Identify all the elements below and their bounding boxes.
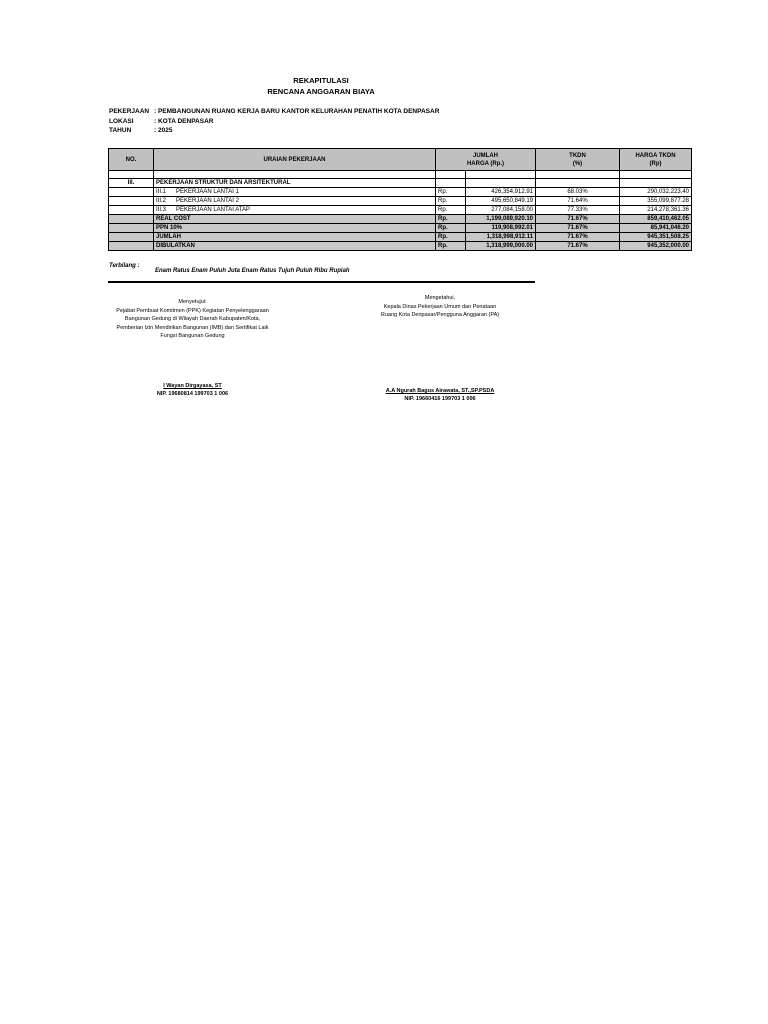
lokasi-label: LOKASI <box>109 118 134 125</box>
signature-right-name-block <box>345 388 535 403</box>
item-amount: 426,354,912.91 <box>466 188 536 197</box>
item-code: III.3 <box>156 207 167 213</box>
total-currency: Rp. <box>436 233 466 242</box>
sig-right-line2: Kepala Dinas Pekerjaan Umum dan Penataan <box>383 303 497 310</box>
item-amount: 277,084,158.00 <box>466 206 536 215</box>
tahun-label: TAHUN <box>109 127 132 134</box>
total-label: PPN 10% <box>154 224 436 233</box>
total-row-jumlah <box>109 233 692 242</box>
header-harga-line1: HARGA TKDN <box>635 152 676 159</box>
item-code: III.1 <box>156 189 167 195</box>
sig-right-name: A.A Ngurah Bagus Airawata, ST.,SP.PSDA <box>385 388 495 394</box>
signature-left-block <box>95 298 290 341</box>
sig-left-line5: Fungsi Bangunan Gedung <box>160 333 225 339</box>
terbilang-label: Terbilang : <box>109 263 140 269</box>
pekerjaan-label: PEKERJAAN <box>109 108 150 115</box>
header-no: NO. <box>109 149 154 171</box>
info-pekerjaan <box>109 108 439 115</box>
info-tahun <box>109 127 172 134</box>
header-tkdn <box>536 149 620 171</box>
total-amount: 1,318,998,912.11 <box>466 233 536 242</box>
header-tkdn-line1: TKDN <box>569 152 586 159</box>
header-jumlah-line1: JUMLAH <box>473 152 498 159</box>
rab-table <box>108 148 692 251</box>
item-name: PEKERJAAN LANTAI 2 <box>176 198 239 204</box>
item-label <box>154 188 436 197</box>
item-code: III.2 <box>156 198 167 204</box>
header-tkdn-line2: (%) <box>572 160 583 167</box>
total-harga-tkdn: 945,352,000.00 <box>620 242 692 251</box>
sig-left-line4: Pemberian Izin Mendirikan Bangunan (IMB) dan Sertifikat Laik <box>116 324 269 331</box>
signature-left-name-block <box>95 383 290 398</box>
item-name: PEKERJAAN LANTAI ATAP <box>176 207 251 213</box>
total-tkdn: 71.67% <box>536 233 620 242</box>
tahun-value: : 2025 <box>154 127 173 134</box>
sig-right-line1: Mengetahui, <box>424 295 456 301</box>
item-currency: Rp. <box>436 197 466 206</box>
sig-left-line2: Pejabat Pembuat Komitmen (PPK) Kegiatan Penyelenggaraan <box>116 307 269 314</box>
sig-left-name: I Wayan Dirgayasa, ST <box>163 383 222 389</box>
sig-right-line3: Ruang Kota Denpasar/Pengguna Anggaran (PA) <box>380 312 500 318</box>
item-tkdn: 71.64% <box>536 197 620 206</box>
total-label: DIBULATKAN <box>154 242 436 251</box>
total-harga-tkdn: 859,410,462.05 <box>620 215 692 224</box>
item-amount: 495,650,849.19 <box>466 197 536 206</box>
item-tkdn: 68.03% <box>536 188 620 197</box>
total-amount: 1,318,999,000.00 <box>466 242 536 251</box>
total-currency: Rp. <box>436 224 466 233</box>
doc-subtitle: RENCANA ANGGARAN BIAYA <box>267 87 375 96</box>
doc-title: REKAPITULASI <box>293 76 349 85</box>
divider <box>108 281 535 283</box>
item-label <box>154 206 436 215</box>
total-harga-tkdn: 85,941,046.20 <box>620 224 692 233</box>
total-row-ppn <box>109 224 692 233</box>
header-harga-tkdn <box>620 149 692 171</box>
total-tkdn: 71.67% <box>536 215 620 224</box>
info-lokasi <box>109 118 213 125</box>
total-amount: 1,199,089,920.10 <box>466 215 536 224</box>
total-harga-tkdn: 945,351,508.25 <box>620 233 692 242</box>
signature-right-block <box>345 294 535 320</box>
section-no: III. <box>109 179 154 188</box>
item-name: PEKERJAAN LANTAI 1 <box>176 189 239 195</box>
total-amount: 119,908,992.01 <box>466 224 536 233</box>
item-harga-tkdn: 355,099,877.28 <box>620 197 692 206</box>
header-uraian: URAIAN PEKERJAAN <box>154 149 436 171</box>
item-label <box>154 197 436 206</box>
table-header-row <box>109 149 692 171</box>
total-currency: Rp. <box>436 242 466 251</box>
total-tkdn: 71.67% <box>536 224 620 233</box>
item-currency: Rp. <box>436 206 466 215</box>
sig-right-nip: NIP. 19660416 199703 1 006 <box>404 395 476 402</box>
item-currency: Rp. <box>436 188 466 197</box>
section-row <box>109 179 692 188</box>
section-label: PEKERJAAN STRUKTUR DAN ARSITEKTURAL <box>154 179 436 188</box>
total-tkdn: 71.67% <box>536 242 620 251</box>
header-jumlah <box>436 149 536 171</box>
pekerjaan-value: : PEMBANGUNAN RUANG KERJA BARU KANTOR KELURAHAN PENATIH KOTA DENPASAR <box>154 108 440 115</box>
lokasi-value: : KOTA DENPASAR <box>154 118 214 125</box>
item-harga-tkdn: 214,278,361.36 <box>620 206 692 215</box>
terbilang-text: Enam Ratus Enam Puluh Juta Enam Ratus Tujuh Puluh Ribu Rupiah <box>155 268 350 274</box>
header-jumlah-line2: HARGA (Rp.) <box>466 160 505 167</box>
spacer-row <box>109 171 692 179</box>
table-row <box>109 197 692 206</box>
item-tkdn: 77.33% <box>536 206 620 215</box>
item-harga-tkdn: 290,032,223.40 <box>620 188 692 197</box>
sig-left-nip: NIP. 19680814 199703 1 006 <box>156 390 229 397</box>
sig-left-line3: Bangunan Gedung di Wilayah Daerah Kabupaten/Kota, <box>124 316 261 322</box>
table-row <box>109 188 692 197</box>
table-row <box>109 206 692 215</box>
sig-left-line1: Menyetujui: <box>178 299 207 305</box>
header-harga-line2: (Rp) <box>649 160 662 167</box>
total-label: REAL COST <box>154 215 436 224</box>
total-row-dibulatkan <box>109 242 692 251</box>
total-currency: Rp. <box>436 215 466 224</box>
total-row-real-cost <box>109 215 692 224</box>
total-label: JUMLAH <box>154 233 436 242</box>
